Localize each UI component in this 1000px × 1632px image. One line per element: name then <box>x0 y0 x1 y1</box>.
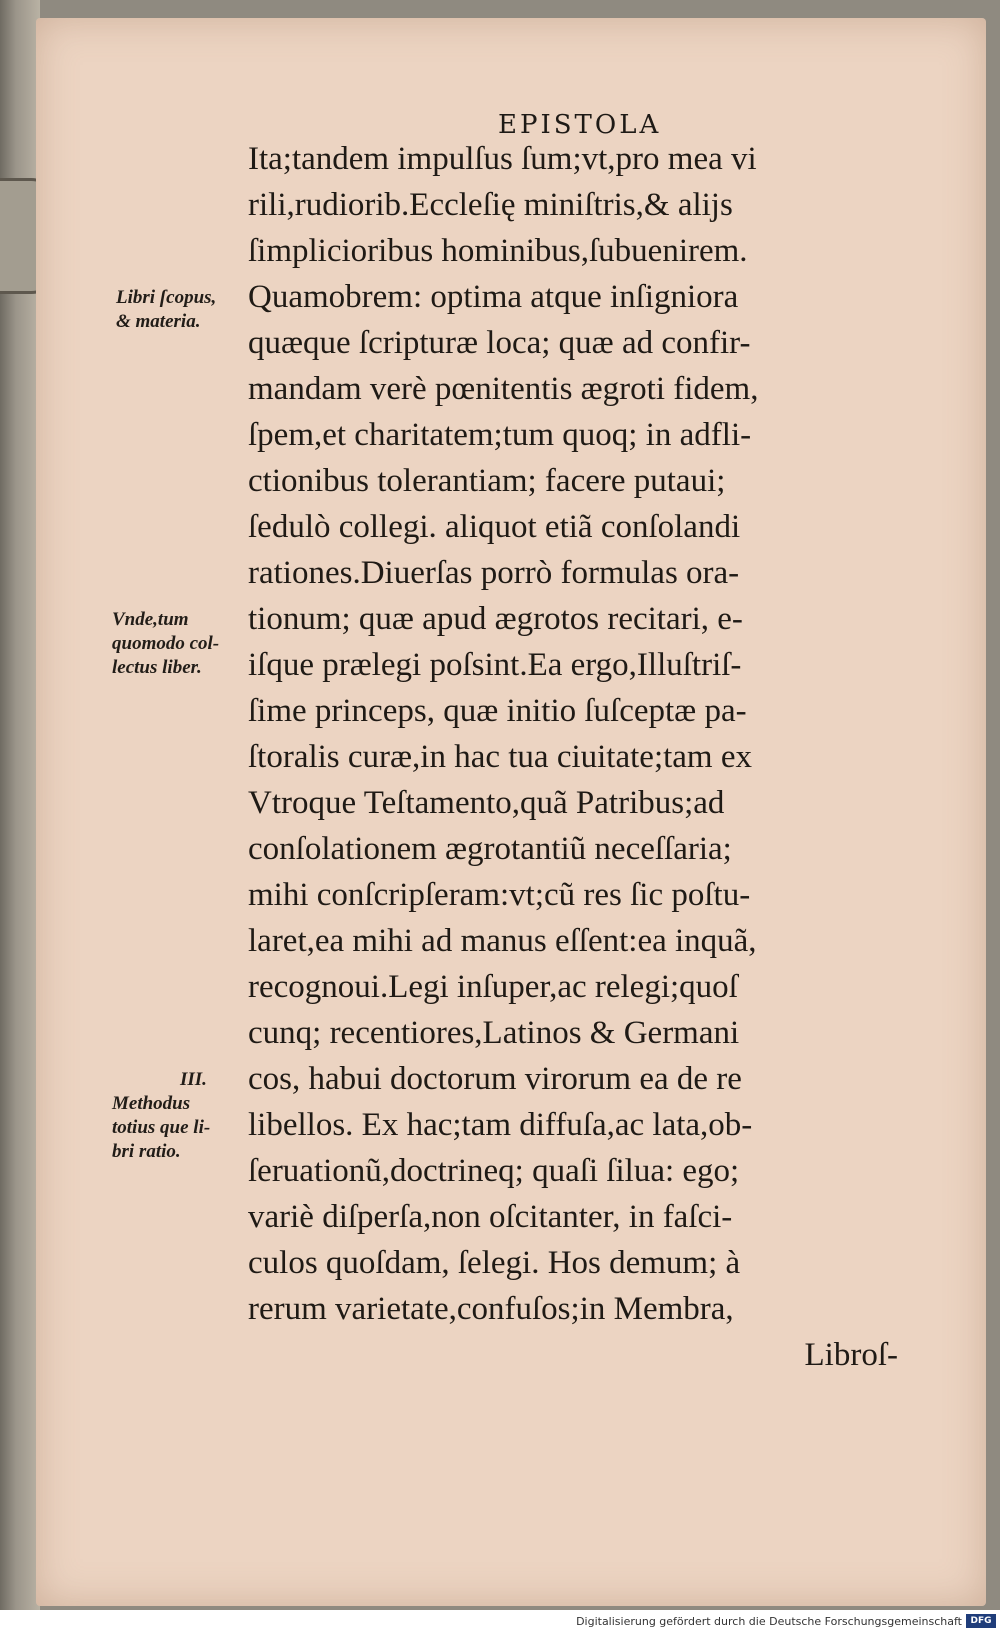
text-line: ſedulò collegi. aliquot etiã conſolandi <box>248 509 741 545</box>
text-line: mandam verè pœnitentis ægroti fidem, <box>248 371 759 407</box>
text-line: Quamobrem: optima atque inſigniora <box>248 279 739 315</box>
text-line: cunq; recentiores,Latinos & Germani <box>248 1015 740 1051</box>
text-line: conſolationem ægrotantiũ neceſſaria; <box>248 831 732 867</box>
text-line: tionum; quæ apud ægrotos recitari, e- <box>248 601 743 637</box>
text-line: ſime princeps, quæ initio ſuſceptæ pa- <box>248 693 747 729</box>
body-text <box>248 136 928 1378</box>
text-line: variè diſperſa,non oſcitanter, in faſci- <box>248 1199 733 1235</box>
margin-note-line: totius que li- <box>112 1117 211 1138</box>
text-line: cos, habui doctorum virorum ea de re <box>248 1061 742 1097</box>
margin-note-3 <box>112 1068 210 1164</box>
text-line: ſtoralis curæ,in hac tua ciuitate;tam ex <box>248 739 752 775</box>
margin-note-1 <box>116 286 216 334</box>
margin-note-line: bri ratio. <box>112 1141 181 1162</box>
footer-bar <box>0 1610 1000 1632</box>
text-line: Ita;tandem impulſus ſum;vt,pro mea vi <box>248 141 757 177</box>
margin-note-line: lectus liber. <box>112 657 202 678</box>
margin-note-line: & materia. <box>116 311 201 332</box>
text-line: iſque prælegi poſsint.Ea ergo,Illuſtriſ- <box>248 647 742 683</box>
text-line: ſpem,et charitatem;tum quoq; in adfli- <box>248 417 752 453</box>
text-line: culos quoſdam, ſelegi. Hos demum; à <box>248 1245 741 1281</box>
running-header: EPISTOLA <box>498 110 662 140</box>
text-line: Vtroque Teſtamento,quã Patribus;ad <box>248 785 725 821</box>
dfg-logo-icon: DFG <box>966 1614 996 1628</box>
text-line: recognoui.Legi inſuper,ac relegi;quoſ <box>248 969 738 1005</box>
margin-note-line: Vnde,tum <box>112 609 189 630</box>
text-line: rili,rudiorib.Eccleſię miniſtris,& alijs <box>248 187 733 223</box>
margin-note-line: quomodo col- <box>112 633 220 654</box>
margin-note-line: Methodus <box>112 1093 191 1114</box>
text-line: ſeruationũ,doctrineq; quaſi ſilua: ego; <box>248 1153 740 1189</box>
text-line: rationes.Diuerſas porrò formulas ora- <box>248 555 740 591</box>
text-line: libellos. Ex hac;tam diffuſa,ac lata,ob- <box>248 1107 753 1143</box>
text-line: mihi conſcripſeram:vt;cũ res ſic poſtu- <box>248 877 751 913</box>
margin-note-2 <box>112 608 219 680</box>
margin-note-line: Libri ſcopus, <box>116 287 217 308</box>
text-line: rerum varietate,confuſos;in Membra, <box>248 1291 734 1327</box>
text-line: ſimplicioribus hominibus,ſubuenirem. <box>248 233 748 269</box>
text-line: ctionibus tolerantiam; facere putaui; <box>248 463 726 499</box>
catchword: Libroſ- <box>804 1337 898 1373</box>
margin-note-line: III. <box>180 1069 207 1090</box>
text-line: laret,ea mihi ad manus eſſent:ea inquã, <box>248 923 757 959</box>
text-line: quæque ſcripturæ loca; quæ ad confir- <box>248 325 751 361</box>
footer-credit: Digitalisierung gefördert durch die Deutsche Forschungsgemeinschaft <box>576 1615 962 1628</box>
